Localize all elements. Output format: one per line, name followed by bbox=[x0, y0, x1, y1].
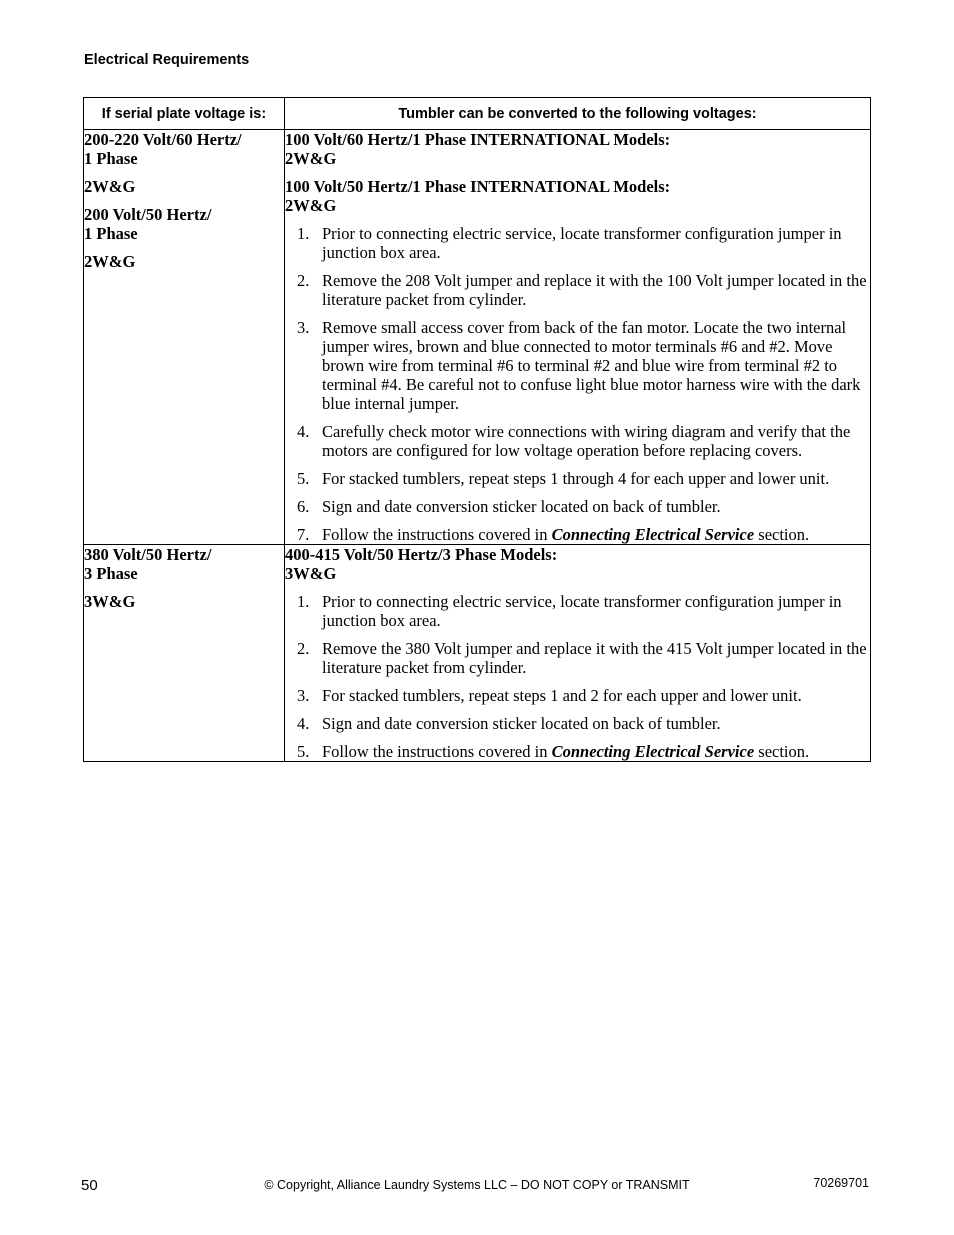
page-number: 50 bbox=[81, 1177, 98, 1194]
table-row bbox=[84, 130, 871, 545]
target-model-heading: 100 Volt/50 Hertz/1 Phase INTERNATIONAL Models: 2W&G bbox=[285, 177, 671, 215]
serial-voltage-cell bbox=[84, 130, 285, 545]
source-voltage: 200 Volt/50 Hertz/ 1 Phase bbox=[84, 205, 212, 243]
step-item: 7. Follow the instructions covered in Connecting Electrical Service section. bbox=[297, 525, 810, 544]
target-model-heading: 400-415 Volt/50 Hertz/3 Phase Models: 3W&G bbox=[285, 545, 558, 583]
step-item: 1. Prior to connecting electric service, locate transformer configuration jumper in junction box area. bbox=[297, 224, 842, 262]
copyright-notice: © Copyright, Alliance Laundry Systems LLC – DO NOT COPY or TRANSMIT bbox=[264, 1178, 690, 1192]
conversion-steps bbox=[285, 592, 870, 761]
conversion-cell bbox=[285, 130, 871, 545]
wiring-type: 2W&G bbox=[84, 252, 136, 271]
wiring-type: 3W&G bbox=[84, 592, 136, 611]
step-item: 6. Sign and date conversion sticker located on back of tumbler. bbox=[297, 497, 721, 516]
conversion-steps bbox=[285, 224, 870, 544]
col-header-converted-voltages: Tumbler can be converted to the following voltages: bbox=[285, 98, 871, 130]
conversion-cell bbox=[285, 545, 871, 762]
voltage-conversion-table bbox=[83, 97, 871, 762]
step-item: 3. Remove small access cover from back of the fan motor. Locate the two internal jumper wires, brown and blue connected to motor terminals #6 and #2. Move brown wire from terminal #6 to terminal #2 and blue wire from terminal #2 to terminal #4. Be careful not to confuse light blue motor harness wire with the dark blue internal jumper. bbox=[297, 318, 861, 413]
step-item: 4. Sign and date conversion sticker located on back of tumbler. bbox=[297, 714, 721, 733]
step-item: 3. For stacked tumblers, repeat steps 1 and 2 for each upper and lower unit. bbox=[297, 686, 802, 705]
step-item: 2. Remove the 208 Volt jumper and replace it with the 100 Volt jumper located in the literature packet from cylinder. bbox=[297, 271, 867, 309]
source-voltage: 200-220 Volt/60 Hertz/ 1 Phase bbox=[84, 130, 242, 168]
wiring-type: 2W&G bbox=[84, 177, 136, 196]
document-number: 70269701 bbox=[813, 1176, 869, 1190]
target-model-heading: 100 Volt/60 Hertz/1 Phase INTERNATIONAL Models: 2W&G bbox=[285, 130, 671, 168]
table-header-row bbox=[84, 98, 871, 130]
step-item: 4. Carefully check motor wire connections with wiring diagram and verify that the motors are configured for low voltage operation before replacing covers. bbox=[297, 422, 851, 460]
col-header-serial-plate: If serial plate voltage is: bbox=[84, 98, 285, 130]
step-item: 5. Follow the instructions covered in Connecting Electrical Service section. bbox=[297, 742, 810, 761]
serial-voltage-cell bbox=[84, 545, 285, 762]
table-row bbox=[84, 545, 871, 762]
step-item: 2. Remove the 380 Volt jumper and replace it with the 415 Volt jumper located in the literature packet from cylinder. bbox=[297, 639, 867, 677]
section-title: Electrical Requirements bbox=[84, 52, 250, 68]
section-reference: Connecting Electrical Service bbox=[551, 742, 755, 761]
section-reference: Connecting Electrical Service bbox=[551, 525, 755, 544]
source-voltage: 380 Volt/50 Hertz/ 3 Phase bbox=[84, 545, 212, 583]
step-item: 1. Prior to connecting electric service, locate transformer configuration jumper in junction box area. bbox=[297, 592, 842, 630]
step-item: 5. For stacked tumblers, repeat steps 1 through 4 for each upper and lower unit. bbox=[297, 469, 830, 488]
